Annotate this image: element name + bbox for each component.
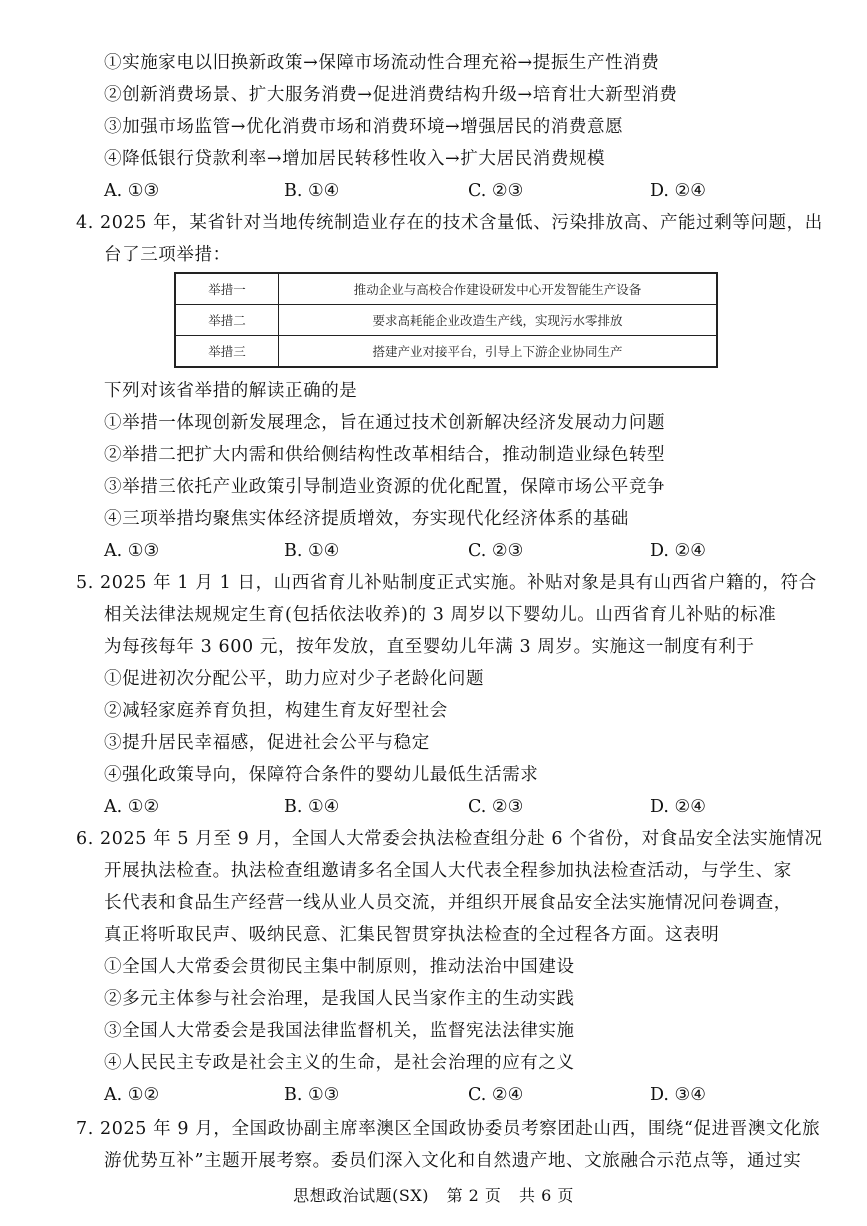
q4-measures-table	[174, 272, 718, 368]
q4-choice-d: D. ②④	[650, 541, 706, 561]
q3-choice-d: D. ②④	[650, 181, 706, 201]
q5-stem-line-2: 相关法律法规规定生育(包括依法收养)的 3 周岁以下婴幼儿。山西省育儿补贴的标准	[104, 605, 777, 625]
q6-option-2: ②多元主体参与社会治理，是我国人民当家作主的生动实践	[104, 989, 575, 1009]
footer-page-number: 第 2 页	[446, 1186, 502, 1205]
q6-stem-line-3: 长代表和食品生产经营一线从业人员交流，并组织开展食品安全法实施情况问卷调查，	[104, 893, 792, 913]
q6-stem-line-2: 开展执法检查。执法检查组邀请多名全国人大代表全程参加执法检查活动，与学生、家	[104, 861, 792, 881]
q4-choices	[104, 540, 744, 562]
footer-subject: 思想政治试题(SX)	[293, 1186, 429, 1205]
footer-total-pages: 共 6 页	[519, 1186, 574, 1205]
q6-choices	[104, 1084, 744, 1106]
q4-stem-line-2: 台了三项举措：	[104, 245, 231, 265]
measure-content: 搭建产业对接平台，引导上下游企业协同生产	[279, 336, 718, 368]
q4-option-2: ②举措二把扩大内需和供给侧结构性改革相结合，推动制造业绿色转型	[104, 445, 666, 465]
q5-stem-line-3: 为每孩每年 3 600 元，按年发放，直至婴幼儿年满 3 周岁。实施这一制度有利于	[104, 637, 755, 657]
q6-stem-line-4: 真正将听取民声、吸纳民意、汇集民智贯穿执法检查的全过程各方面。这表明	[104, 925, 720, 945]
q7-stem-line-2: 游优势互补”主题开展考察。委员们深入文化和自然遗产地、文旅融合示范点等，通过实	[104, 1151, 802, 1171]
q4-choice-b: B. ①④	[284, 541, 340, 561]
q3-option-1: ①实施家电以旧换新政策→保障市场流动性合理充裕→提振生产性消费	[104, 53, 660, 73]
q3-option-3: ③加强市场监管→优化消费市场和消费环境→增强居民的消费意愿	[104, 117, 624, 137]
q3-option-2: ②创新消费场景、扩大服务消费→促进消费结构升级→培育壮大新型消费	[104, 85, 678, 105]
q4-prompt: 下列对该省举措的解读正确的是	[104, 381, 358, 401]
q6-option-1: ①全国人大常委会贯彻民主集中制原则，推动法治中国建设	[104, 957, 575, 977]
q4-option-3: ③举措三依托产业政策引导制造业资源的优化配置，保障市场公平竞争	[104, 477, 666, 497]
q3-choice-a: A. ①③	[104, 181, 160, 201]
q6-choice-c: C. ②④	[468, 1085, 524, 1105]
measure-name: 举措二	[175, 305, 279, 336]
q5-option-4: ④强化政策导向，保障符合条件的婴幼儿最低生活需求	[104, 765, 539, 785]
table-row	[175, 273, 717, 305]
q5-option-1: ①促进初次分配公平，助力应对少子老龄化问题	[104, 669, 485, 689]
q3-choice-b: B. ①④	[284, 181, 340, 201]
q6-choice-b: B. ①③	[284, 1085, 340, 1105]
q6-choice-a: A. ①②	[104, 1085, 160, 1105]
q3-option-4: ④降低银行贷款利率→增加居民转移性收入→扩大居民消费规模	[104, 149, 606, 169]
q4-option-1: ①举措一体现创新发展理念，旨在通过技术创新解决经济发展动力问题	[104, 413, 666, 433]
q3-choice-c: C. ②③	[468, 181, 524, 201]
measure-content: 要求高耗能企业改造生产线，实现污水零排放	[279, 305, 718, 336]
q4-option-4: ④三项举措均聚焦实体经济提质增效，夯实现代化经济体系的基础	[104, 509, 629, 529]
q5-choice-d: D. ②④	[650, 797, 706, 817]
q4-stem-line-1: 4. 2025 年，某省针对当地传统制造业存在的技术含量低、污染排放高、产能过剩等问题，出	[76, 213, 823, 233]
q5-choices	[104, 796, 744, 818]
q5-option-3: ③提升居民幸福感，促进社会公平与稳定	[104, 733, 430, 753]
q6-option-3: ③全国人大常委会是我国法律监督机关，监督宪法法律实施	[104, 1021, 575, 1041]
q3-choices	[104, 180, 744, 202]
q6-option-4: ④人民民主专政是社会主义的生命，是社会治理的应有之义	[104, 1053, 575, 1073]
measure-name: 举措一	[175, 273, 279, 305]
measure-name: 举措三	[175, 336, 279, 368]
q6-stem-line-1: 6. 2025 年 5 月至 9 月，全国人大常委会执法检查组分赴 6 个省份，对食品安全法实施情况	[76, 829, 823, 849]
q4-choice-a: A. ①③	[104, 541, 160, 561]
table-row	[175, 305, 717, 336]
page-footer	[0, 1183, 867, 1206]
q5-option-2: ②减轻家庭养育负担，构建生育友好型社会	[104, 701, 448, 721]
q6-choice-d: D. ③④	[650, 1085, 706, 1105]
table-row	[175, 336, 717, 368]
q7-stem-line-1: 7. 2025 年 9 月，全国政协副主席率澳区全国政协委员考察团赴山西，围绕“促进晋澳文化旅	[76, 1119, 821, 1139]
q5-choice-c: C. ②③	[468, 797, 524, 817]
measure-content: 推动企业与高校合作建设研发中心开发智能生产设备	[279, 273, 718, 305]
q5-stem-line-1: 5. 2025 年 1 月 1 日，山西省育儿补贴制度正式实施。补贴对象是具有山西省户籍的，符合	[76, 573, 817, 593]
q4-choice-c: C. ②③	[468, 541, 524, 561]
q5-choice-a: A. ①②	[104, 797, 160, 817]
q5-choice-b: B. ①④	[284, 797, 340, 817]
